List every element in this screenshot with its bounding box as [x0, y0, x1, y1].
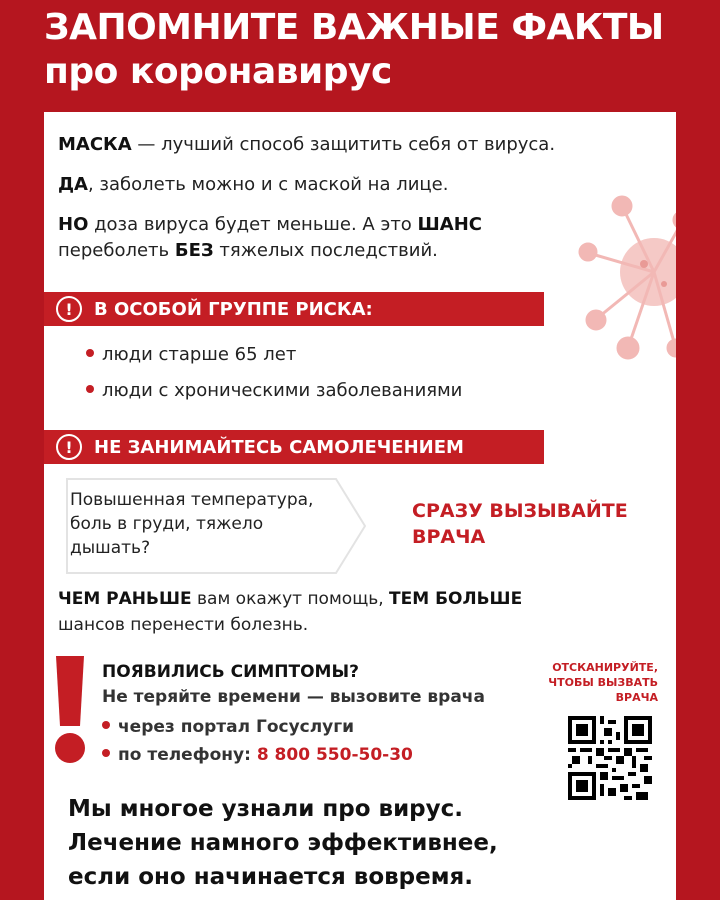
content-card	[44, 112, 676, 900]
bullet-icon	[102, 749, 110, 757]
symptoms-title: ПОЯВИЛИСЬ СИМПТОМЫ?	[102, 662, 359, 682]
header-line-1: ЗАПОМНИТЕ ВАЖНЫЕ ФАКТЫ	[44, 7, 664, 48]
list-item: через портал Госуслуги	[102, 714, 354, 740]
symptoms-block	[102, 660, 532, 710]
exclamation-icon: !	[56, 434, 82, 460]
big-exclamation-icon	[52, 654, 88, 766]
risk-group-title: В ОСОБОЙ ГРУППЕ РИСКА:	[94, 298, 373, 320]
fact-yes: ДА, заболеть можно и с маской на лице.	[58, 174, 449, 195]
self-treatment-banner	[44, 430, 544, 464]
list-item: люди с хроническими заболеваниями	[86, 378, 462, 404]
exclamation-icon: !	[56, 296, 82, 322]
self-treatment-title: НЕ ЗАНИМАЙТЕСЬ САМОЛЕЧЕНИЕМ	[94, 436, 464, 458]
call-doctor-text: СРАЗУ ВЫЗЫВАЙТЕ ВРАЧА	[412, 500, 628, 548]
bottom-statement: Мы многое узнали про вирус. Лечение намного эффективнее, если оно начинается вовремя.	[68, 796, 498, 890]
symptoms-question: Повышенная температура, боль в груди, тяжело дышать?	[70, 490, 314, 558]
virus-icon	[574, 192, 676, 382]
header-line-2: про коронавирус	[44, 51, 392, 92]
list-item: по телефону: 8 800 550-50-30	[102, 742, 413, 768]
list-item: люди старше 65 лет	[86, 342, 296, 368]
qr-code[interactable]	[568, 716, 652, 800]
bullet-icon	[86, 385, 94, 393]
bullet-icon	[86, 349, 94, 357]
fact-mask: МАСКА — лучший способ защитить себя от вируса.	[58, 134, 556, 155]
scan-caption: ОТСКАНИРУЙТЕ, ЧТОБЫ ВЫЗВАТЬ ВРАЧА	[548, 661, 658, 704]
bullet-icon	[102, 721, 110, 729]
symptoms-subtitle: Не теряйте времени — вызовите врача	[102, 687, 485, 707]
earlier-help-text: ЧЕМ РАНЬШЕ вам окажут помощь, ТЕМ БОЛЬШЕ шансов перенести болезнь.	[58, 589, 523, 635]
fact-but: НО доза вируса будет меньше. А это ШАНС переболеть БЕЗ тяжелых последствий.	[58, 214, 482, 261]
poster-header	[44, 6, 684, 94]
phone-number: 8 800 550-50-30	[256, 745, 413, 765]
risk-group-banner	[44, 292, 544, 326]
